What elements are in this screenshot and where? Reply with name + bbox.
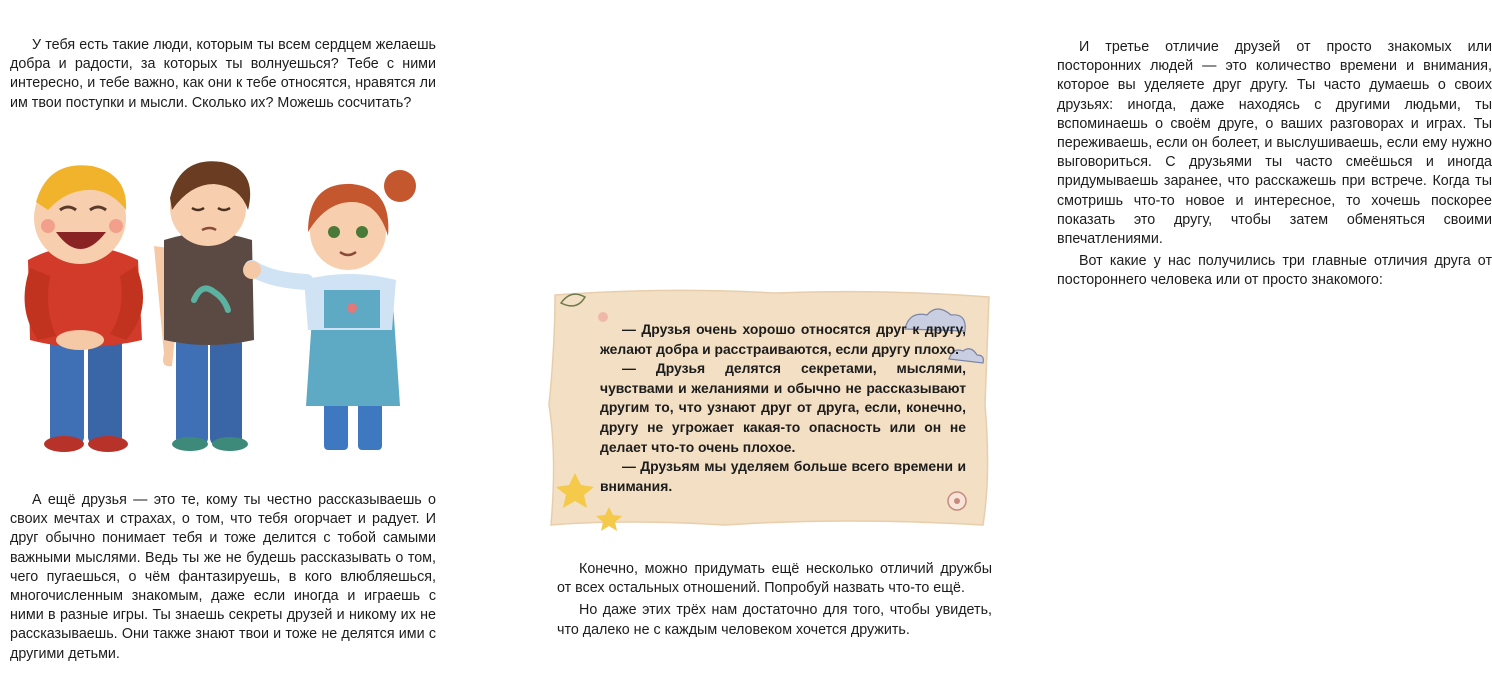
third-difference-paragraph: И третье отличие друзей от просто знакомых или посторонних людей — это количество времени и внимания, которое вы уделяете друг другу. Ты часто думаешь о своих друзьях: иногда, даже находясь с другими людьми, ты вспоминаешь о своём друге, о ваших разговорах и играх. Ты переживаешь, если он болеет, и выслушиваешь, если ему нужно выговориться. С друзьями ты часто смеёшься и иногда придумываешь заранее, что расскажешь при встрече. Когда ты смотришь что-то новое и интересное, то хочешь поскорее показать это другу, чтобы затем обменяться своими впечатлениями. — [1057, 39, 1492, 248]
third-difference-block — [1057, 38, 1492, 291]
summary-note-text — [600, 320, 966, 496]
closing-paragraph-1: Конечно, можно придумать ещё несколько отличий дружбы от всех остальных отношений. Попробуй назвать что-то ещё. — [557, 561, 992, 597]
note-item: — Друзьям мы уделяем больше всего времени и внимания. — [600, 458, 966, 494]
left-page — [0, 0, 500, 690]
friends-secrets-paragraph-text: А ещё друзья — это те, кому ты честно рассказываешь о своих мечтах и страхах, о том, что тебя огорчает и радует. И друг обычно понимает тебя и тоже делится с тобой самыми важными мыслями. Ведь ты же не будешь рассказывать о том, чего пугаешься, о чём фантазируешь, в кого влюбляешься, многочисленным знакомым, даже если иногда и играешь с ними в разные игры. Ты знаешь секреты друзей и никому их не рассказываешь. Они также знают твои и тоже не делятся ими с другими детьми. — [10, 492, 436, 662]
note-item: — Друзья очень хорошо относятся друг к другу, желают добра и расстраиваются, если другу плохо. — [600, 321, 966, 357]
intro-paragraph-text: У тебя есть такие люди, которым ты всем сердцем желаешь добра и радости, за которых ты волнуешься? Тебе с ними интересно, и тебе важно, как они к тебе относятся, нравятся ли им твои поступки и мысли. Сколько их? Можешь сосчитать? — [10, 37, 436, 111]
girl-figure — [243, 170, 416, 450]
friends-secrets-paragraph — [10, 491, 436, 664]
summary-intro-paragraph: Вот какие у нас получились три главные отличия друга от постороннего человека или от просто знакомого: — [1057, 253, 1492, 289]
laughing-boy-figure — [25, 165, 143, 452]
sad-boy-figure — [154, 161, 254, 451]
closing-paragraph-2: Но даже этих трёх нам достаточно для того, чтобы увидеть, что далеко не с каждым человеком хочется дружить. — [557, 602, 992, 638]
note-item: — Друзья делятся секретами, мыслями, чувствами и желаниями и обычно не рассказывают другим то, что узнают друг от друга, если, конечно, другу не угрожает какая-то опасность или он не делает что-то очень плохое. — [600, 360, 966, 455]
children-illustration — [8, 140, 428, 462]
closing-block — [557, 560, 992, 640]
intro-paragraph — [10, 36, 436, 113]
